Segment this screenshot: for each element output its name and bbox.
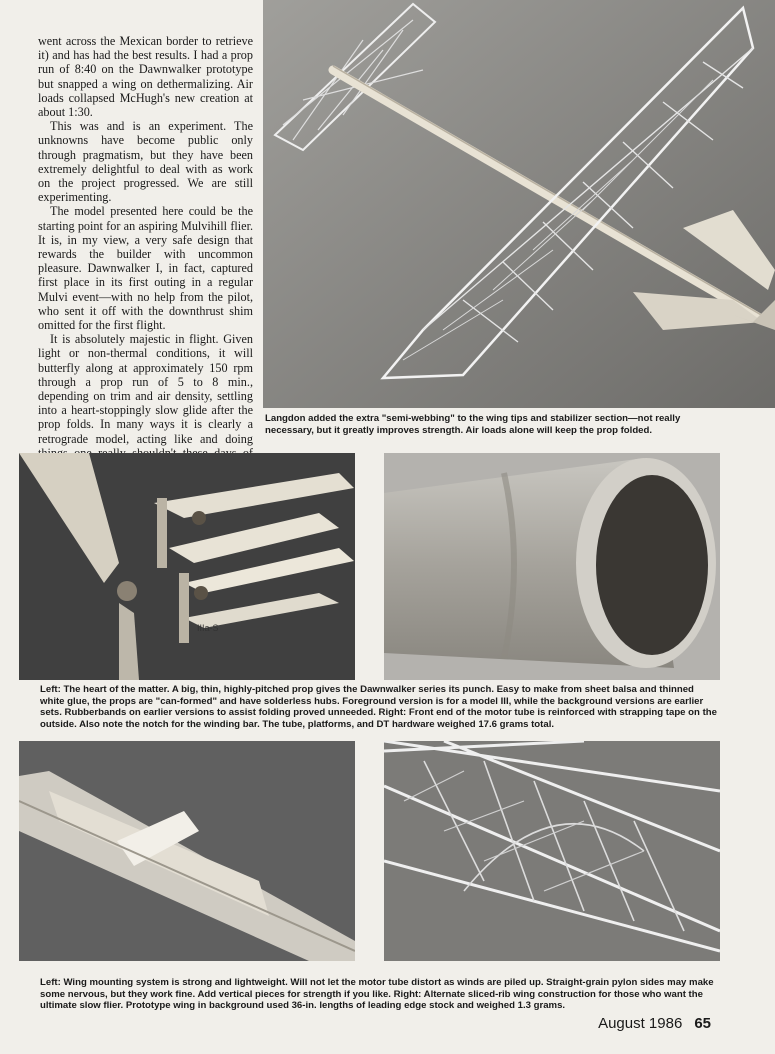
- article-paragraph: The model presented here could be the starting point for an aspiring Mulvihill flier. It is, in my view, a very safe design that rewards the builder with uncommon pleasure. Dawnwalker I, in fact, captured first place in its first outing in a regular Mulvi event—with no help from the pilot, who sent it off with the downthrust shim omitted for the first flight.: [38, 204, 253, 333]
- article-paragraph: went across the Mexican border to retrieve it) and has had the best results. I had a prop run of 8:40 on the Dawnwalker prototype but snapped a wing on dethermalizing. Air loads collapsed McHugh's new creation at about 1:30.: [38, 34, 253, 120]
- photo-airplane-model: [263, 0, 775, 408]
- caption-top: Langdon added the extra "semi-webbing" to the wing tips and stabilizer section—not really necessary, but it greatly improves strength. Air loads alone will keep the prop folded.: [265, 413, 681, 436]
- caption-middle: Left: The heart of the matter. A big, thin, highly-pitched prop gives the Dawnwalker series its punch. Easy to make from sheet balsa and thinned white glue, the props are "can-formed" and have solderless hubs. Foreground version is for a model III, while the background versions are earlier sets. Rubberbands on earlier versions to assist folding proved unneeded. Right: Front end of the motor tube is reinforced with strapping tape on the outside. Also note the notch for the winding bar. The tube, platforms, and DT hardware weighed 17.6 grams total.: [40, 684, 717, 730]
- photo-motor-tube: [384, 453, 720, 680]
- issue-date: August 1986: [598, 1015, 683, 1032]
- article-body: [38, 34, 253, 474]
- prop-label: IIIa-S: [197, 623, 219, 633]
- photo-propellers: [19, 453, 355, 680]
- page-footer: [598, 1015, 711, 1032]
- caption-bottom: Left: Wing mounting system is strong and lightweight. Will not let the motor tube distort as winds are piled up. Straight-grain pylon sides may make some nervous, but they work fine. Add vertical pieces for strength if you like. Right: Alternate sliced-rib wing construction for those who want the ultimate slow flier. Prototype wing in background used 36-in. lengths of leading edge stock and weighed 1.3 grams.: [40, 977, 714, 1012]
- photo-sliced-rib-wing: [384, 741, 720, 961]
- page-number: 65: [694, 1015, 711, 1032]
- article-paragraph: It is absolutely majestic in flight. Given light or non-thermal conditions, it will butterfly along at approximately 150 rpm through a prop run of 5 to 8 min., depending on trim and air density, settling into a heart-stoppingly slow glide after the prop folds. In many ways it is clearly a retrograde model, acting like and doing: [38, 332, 253, 446]
- photo-wing-mount: [19, 741, 355, 961]
- article-paragraph: This was and is an experiment. The unknowns have become public only through pragmatism, but they have been extremely delightful to deal with as work on the project progressed. We are still experimenting.: [38, 119, 253, 205]
